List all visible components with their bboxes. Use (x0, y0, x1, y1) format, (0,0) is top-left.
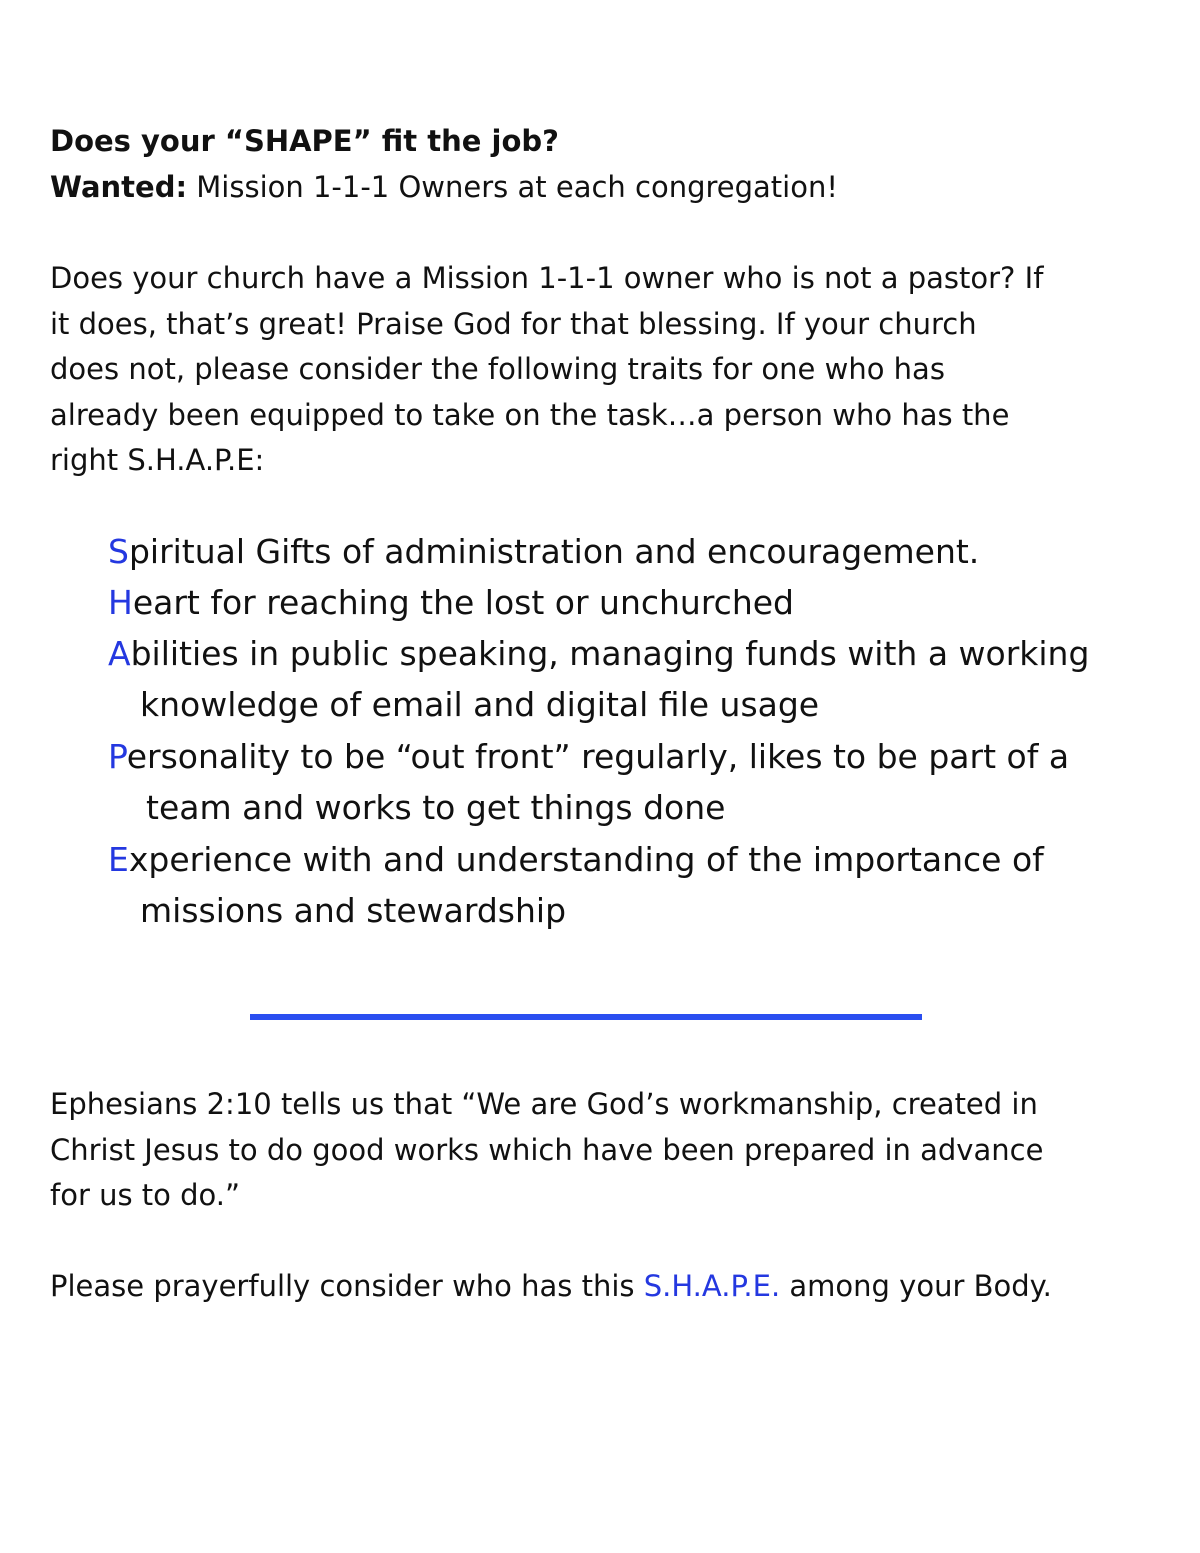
shape-item-line (108, 628, 1188, 679)
shape-letter: A (108, 634, 131, 673)
shape-item-abilities (108, 628, 1188, 731)
shape-item-text: bilities in public speaking, managing funds with a working (130, 634, 1090, 673)
shape-item-continuation: knowledge of email and digital file usage (140, 685, 820, 724)
shape-item-spiritual-gifts (108, 526, 1188, 577)
shape-item-line (108, 834, 1188, 885)
shape-letter: S (108, 532, 129, 571)
closing-text-after: among your Body. (780, 1269, 1052, 1303)
wanted-label: Wanted: (50, 170, 188, 204)
wanted-text: Mission 1-1-1 Owners at each congregation! (187, 170, 838, 204)
shape-item-text: xperience with and understanding of the importance of (128, 840, 1044, 879)
shape-item-continuation: missions and stewardship (140, 891, 567, 930)
verse-line: for us to do.” (50, 1178, 241, 1212)
shape-item-experience (108, 834, 1188, 937)
intro-line: already been equipped to take on the task…a person who has the (50, 397, 1010, 432)
intro-line: it does, that’s great! Praise God for that blessing. If your church (50, 306, 977, 341)
shape-item-text: piritual Gifts of administration and encouragement. (128, 532, 980, 571)
shape-item-line (108, 731, 1188, 782)
shape-item-personality (108, 731, 1188, 834)
intro-paragraph (50, 256, 1150, 484)
shape-letter: H (108, 583, 133, 622)
shape-item-line (108, 577, 1188, 628)
closing-line (50, 1263, 1052, 1309)
shape-item-continuation: team and works to get things done (146, 788, 726, 827)
closing-text-before: Please prayerfully consider who has this (50, 1269, 644, 1303)
wanted-line (50, 164, 838, 210)
shape-item-text: eart for reaching the lost or unchurched (132, 583, 794, 622)
closing-highlight: S.H.A.P.E. (643, 1269, 781, 1303)
intro-line: does not, please consider the following traits for one who has (50, 352, 945, 386)
intro-line: right S.H.A.P.E: (50, 443, 265, 477)
shape-item-heart (108, 577, 1188, 628)
shape-item-text: ersonality to be “out front” regularly, likes to be part of a (126, 737, 1070, 776)
page-title: Does your “SHAPE” fit the job? (50, 124, 559, 158)
shape-letter: P (108, 737, 127, 776)
intro-line: Does your church have a Mission 1-1-1 owner who is not a pastor? If (50, 261, 1044, 295)
verse-line: Ephesians 2:10 tells us that “We are God’s workmanship, created in (50, 1087, 1038, 1121)
shape-letter: E (108, 840, 129, 879)
divider-line (250, 1014, 922, 1020)
shape-list (108, 526, 1188, 937)
shape-item-line (108, 526, 1188, 577)
scripture-paragraph (50, 1082, 1150, 1219)
verse-line: Christ Jesus to do good works which have been prepared in advance (50, 1132, 1044, 1167)
